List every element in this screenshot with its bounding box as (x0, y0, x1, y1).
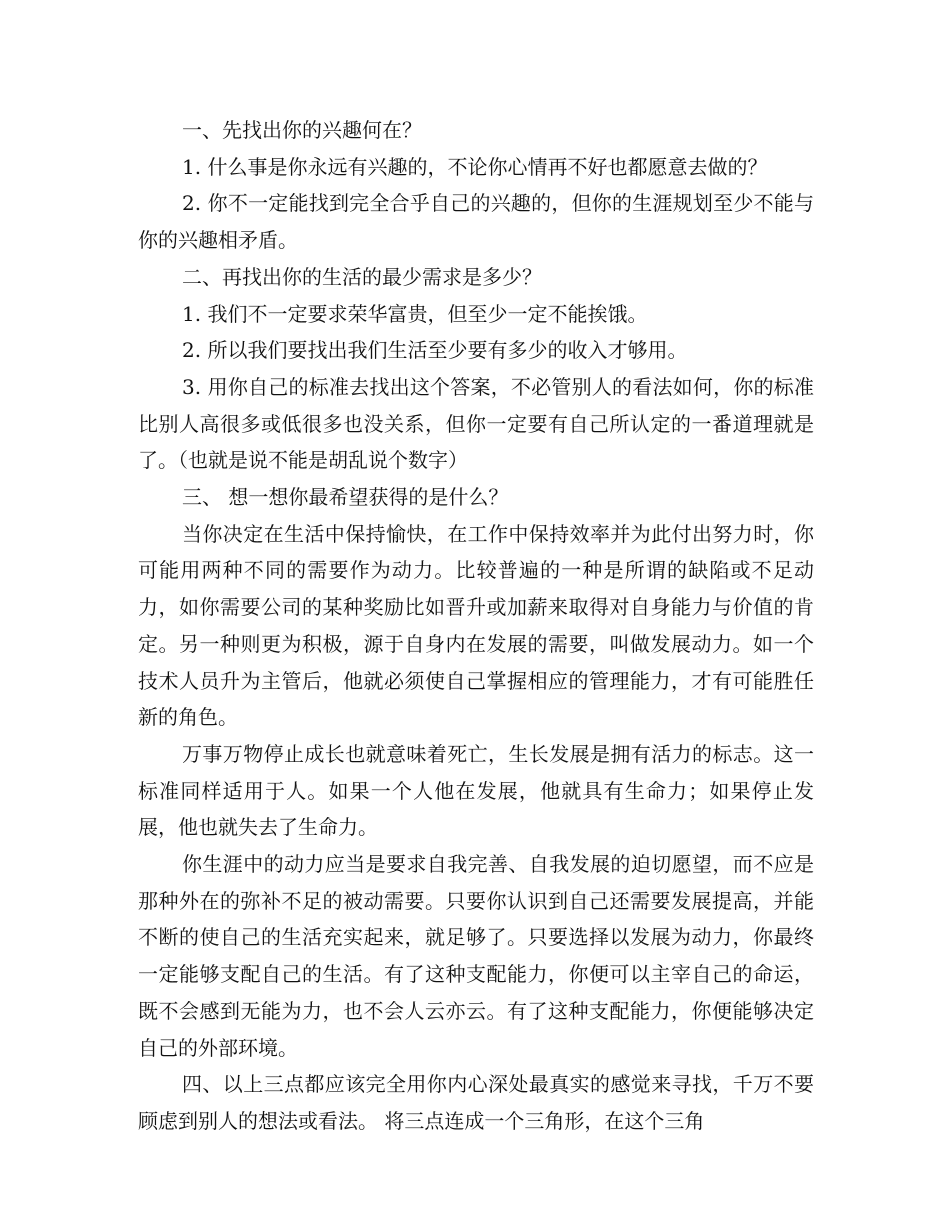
list-item-1-1: 1. 什么事是你永远有兴趣的，不论你心情再不好也都愿意去做的？ (182, 154, 768, 179)
list-item-2-1: 1. 我们不一定要求荣华富贵，但至少一定不能挨饿。 (182, 301, 648, 326)
heading-section-3: 三、 想一想你最希望获得的是什么？ (182, 485, 509, 510)
document-page (138, 112, 814, 1140)
list-item-2-3: 3. 用你自己的标准去找出这个答案，不必管别人的看法如何，你的标准比别人高很多或低很多也没关系，但你一定要有自己所认定的一番道理就是了。（也就是说不能是胡乱说个数字） (138, 374, 814, 473)
list-item-1-2: 2. 你不一定能找到完全合乎自己的兴趣的，但你的生涯规划至少不能与你的兴趣相矛盾。 (138, 191, 814, 253)
heading-section-1: 一、先找出你的兴趣何在？ (182, 118, 422, 142)
body-paragraph-motivation: 当你决定在生活中保持愉快，在工作中保持效率并为此付出努力时，你可能用两种不同的需要作为动力。比较普遍的一种是所谓的缺陷或不足动力，如你需要公司的某种奖励比如晋升或加薪来取得对自身能力与价值的肯定。另一种则更为积极，源于自身内在发展的需要，叫做发展动力。如一个技术人员升为主管后，他就必须使自己掌握相应的管理能力，才有可能胜任新的角色。 (138, 521, 814, 730)
body-paragraph-growth: 万事万物停止成长也就意味着死亡，生长发展是拥有活力的标志。这一标准同样适用于人。如果一个人他在发展，他就具有生命力；如果停止发展，他也就失去了生命力。 (138, 741, 814, 840)
list-item-2-2: 2. 所以我们要找出我们生活至少要有多少的收入才够用。 (182, 338, 688, 363)
body-paragraph-drive: 你生涯中的动力应当是要求自我完善、自我发展的迫切愿望，而不应是那种外在的弥补不足的被动需要。只要你认识到自己还需要发展提高，并能不断的使自己的生活充实起来，就足够了。只要选择以发展为动力，你最终一定能够支配自己的生活。有了这种支配能力，你便可以主宰自己的命运，既不会感到无能为力，也不会人云亦云。有了这种支配能力，你便能够决定自己的外部环境。 (138, 852, 814, 1060)
heading-section-4: 四、以上三点都应该完全用你内心深处最真实的感觉来寻找，千万不要顾虑到别人的想法或看法。 将三点连成一个三角形，在这个三角 (138, 1072, 814, 1133)
heading-section-2: 二、再找出你的生活的最少需求是多少？ (182, 264, 542, 289)
